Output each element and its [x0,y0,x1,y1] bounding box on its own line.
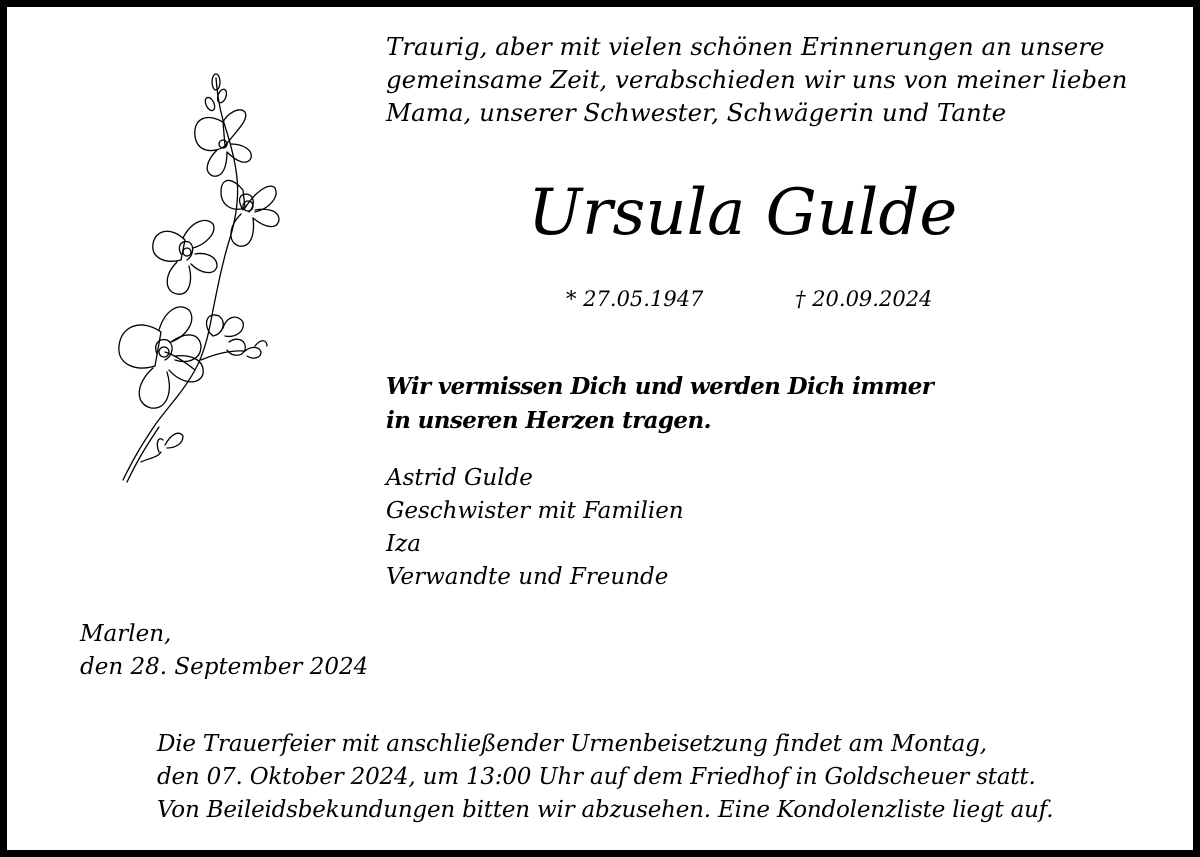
mourner-item: Geschwister mit Familien [386,498,684,524]
deceased-name: Ursula Gulde [528,176,958,250]
intro-text [386,30,1166,129]
motto-text [386,370,933,438]
mourner-item: Iza [386,531,421,557]
orchid-illustration [105,70,290,485]
intro-line: Mama, unserer Schwester, Schwägerin und Tante [386,98,1007,127]
mourner-item: Verwandte und Freunde [386,564,669,590]
place-city: Marlen, [80,621,172,647]
mourners-list [386,462,684,594]
birth-date: * 27.05.1947 [566,287,704,311]
funeral-line: Die Trauerfeier mit anschließender Urnenbeisetzung findet am Montag, [157,731,987,757]
place-date: den 28. September 2024 [80,654,369,680]
mourner-item: Astrid Gulde [386,465,533,491]
intro-line: Traurig, aber mit vielen schönen Erinnerungen an unsere [386,32,1105,61]
funeral-line: den 07. Oktober 2024, um 13:00 Uhr auf dem Friedhof in Goldscheuer statt. [157,764,1036,790]
funeral-line: Von Beileidsbekundungen bitten wir abzusehen. Eine Kondolenzliste liegt auf. [157,797,1054,823]
funeral-notice [157,728,1053,827]
intro-line: gemeinsame Zeit, verabschieden wir uns von meiner lieben [386,65,1128,94]
place-and-date [80,618,368,684]
motto-line: in unseren Herzen tragen. [386,407,711,434]
motto-line: Wir vermissen Dich und werden Dich immer [386,373,934,400]
death-date: † 20.09.2024 [795,287,933,311]
